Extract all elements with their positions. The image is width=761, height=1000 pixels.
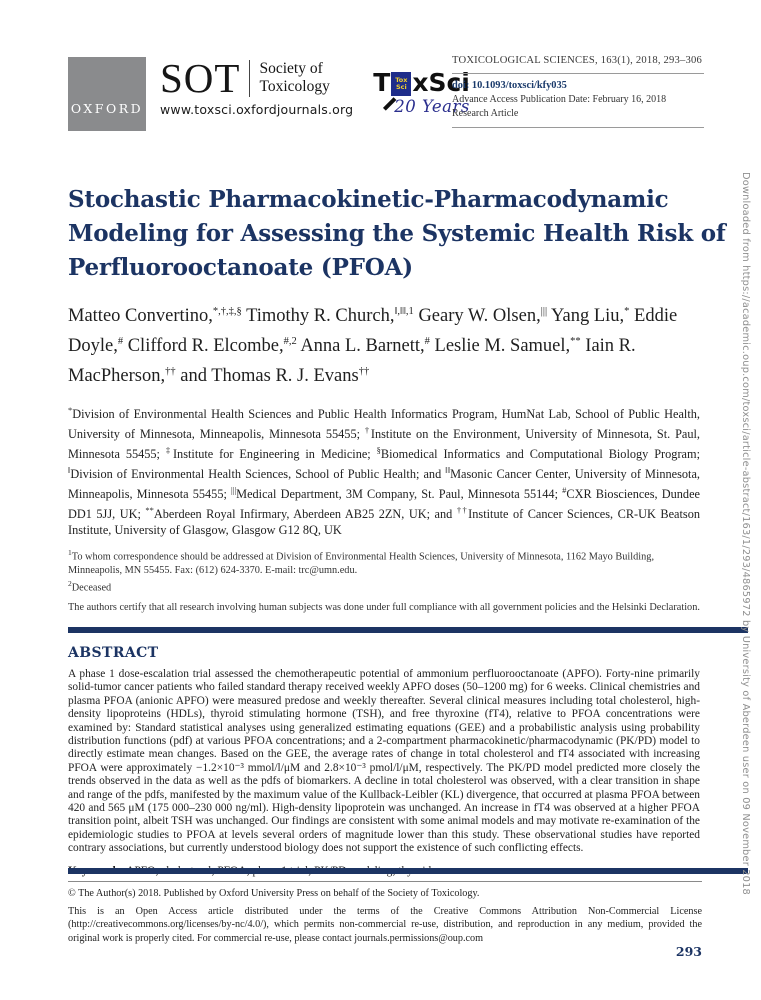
doi-line: doi: 10.1093/toxsci/kfy035 [452,80,567,91]
journal-citation-line: TOXICOLOGICAL SCIENCES, 163(1), 2018, 293–306 [452,55,703,66]
affiliation-text: Biomedical Informatics and Computational Biology Program; [380,446,700,461]
author-affiliation-marks: * [624,306,630,317]
footnote-text: To whom correspondence should be addressed at Division of Environmental Health Sciences, University of Minnesota, 1162 Mayo Building, Minneapolis, MN 55455. Fax: (612) 624-3370. E-mail: trc@umn.edu. [68,551,655,576]
author [180,366,369,386]
section-divider-bar-top [68,627,748,633]
author [128,336,297,356]
license-text: This is an Open Access article distributed under the terms of the Creative Commons Attribution Non-Commercial License (http://creativecommons.org/licenses/by-nc/4.0/), which permits non-commercial re-use, distribution, and reproduction in any medium, provided the original work is properly cited. For commercial re-use, please contact journals.permissions@oup.com [68,906,702,944]
author [300,336,430,356]
author-affiliation-marks: # [117,336,124,348]
footnote-mark: 2 [68,579,72,589]
author-name: and Thomas R. J. Evans [180,366,359,387]
oxford-logo [68,57,146,131]
author-name: Geary W. Olsen, [418,306,541,327]
copyright-line: © The Author(s) 2018. Published by Oxford University Press on behalf of the Society of Toxicology. [68,888,480,899]
toxsci-magnifier-icon [391,72,411,96]
affiliations [68,401,700,538]
publisher-logos [68,57,470,131]
author-name: Yang Liu, [551,306,625,327]
author [418,306,547,326]
citation-block [452,55,704,134]
affiliation-text: Institute of Cancer Sciences, CR-UK Beatson Institute, University of Glasgow, Glasgow G12 8Q, UK [68,507,701,538]
toxsci-box-line2: Sci [395,83,407,91]
sot-logo [160,57,353,117]
journal-url: www.toxsci.oxfordjournals.org [160,102,354,117]
affiliation-mark: ‖ [68,464,71,475]
affiliation-mark: § [376,444,381,455]
footnote [68,546,700,577]
affiliation-text: Institute on the Environment, University of Minnesota, St. Paul, Minnesota 55455; [68,426,701,461]
author [551,306,629,326]
affiliation-text: Medical Department, 3M Company, St. Paul, Minnesota 55144; [236,486,563,501]
compliance-note: The authors certify that all research involving human subjects was done under full compliance with all government policies and the Helsinki Declaration. [68,602,700,614]
page-number: 293 [675,944,702,959]
affiliation-mark: †† [456,504,469,515]
author-affiliation-marks: #,2 [283,336,297,348]
citation-top-rule [452,73,704,74]
article-title: Stochastic Pharmacokinetic-Pharmacodynamic Modeling for Assessing the Systemic Health Risk of Perfluorooctanoate (PFOA) [68,186,726,281]
sot-society-line1: Society of [259,60,323,77]
author-affiliation-marks: *,†,‡,§ [212,306,242,317]
article-type-label: Research Article [452,107,519,119]
affiliation-text: CXR Biosciences, Dundee DD1 5JJ, UK; [68,486,700,522]
abstract-heading: ABSTRACT [68,644,159,661]
sot-society-line2: Toxicology [259,78,330,95]
toxsci-20-years-label: 20 Years [394,97,470,116]
sot-divider [249,60,250,97]
sot-society-name [259,57,329,96]
author-name: Clifford R. Elcombe, [127,336,284,357]
footnote [68,577,700,595]
affiliation-mark: ** [145,504,154,515]
author-name: Leslie M. Samuel, [434,336,571,357]
affiliation-text: Institute for Engineering in Medicine; [172,446,377,461]
affiliation-mark: ‡ [165,444,173,455]
author [68,306,242,326]
affiliation [145,504,457,522]
abstract-body: A phase 1 dose-escalation trial assessed the chemotherapeutic potential of ammonium perfluorooctanoate (APFO). Forty-nine primarily solid-tumor cancer patients who failed standard therapy received weekly APFO doses (50–1200 mg) for 6 weeks. Clinical chemistries and plasma PFOA (anionic APFO) were measured predose and weekly thereafter. Several clinical measures including total cholesterol, high-density lipoproteins (HDLs), thyroid stimulating hormone (TSH), and free thyroxine (fT4), relative to PFOA concentrations were examined by: Standard statistical analyses using generalized estimating equations (GEE) and a probabilistic analysis using probability distribution functions (pdf) at various PFOA concentrations; and a 2-compartment pharmacokinetic/pharmacodynamic (PK/PD) model to directly estimate mean changes. Based on the GEE, the average rates of change in total cholesterol and fT4 associated with increasing PFOA were approximately −1.2×10⁻³ mmol/l/μM and 2.8×10⁻³ pmol/l/μM, respectively. The PK/PD model predicted more closely the trends observed in the data as well as the pdfs of biomarkers. A decline in total cholesterol was observed, with a clear transition in shape and range of the pdfs, manifested by the maximum value of the Kullback-Leibler (KL) divergence, that occurred at plasma PFOA between 420 and 565 μM (175 000–230 000 ng/ml). High-density lipoprotein was unchanged. An increase in fT4 was observed at a higher PFOA transition point, albeit TSH was unchanged. Our findings are consistent with some animal models and may motivate re-examination of the epidemiologic studies to PFOA at levels several orders of magnitude lower than this study. These observational studies have reported contrary associations, but currently understood biology does not support the existence of such conflicting effects. [68,667,700,855]
page-footer [68,868,702,945]
footnotes [68,546,700,595]
author [246,306,414,326]
author-affiliation-marks: †† [358,366,370,378]
author-affiliation-marks: ||| [540,306,548,317]
author [435,336,581,356]
footnote-text: Deceased [71,582,112,594]
affiliation-mark: ||| [231,484,237,495]
affiliation [376,444,700,461]
toxsci-box-line1: Tox [395,76,408,84]
author-list [68,299,716,389]
affiliation [231,484,563,501]
sot-logo-row [160,57,353,99]
author-affiliation-marks: ‖,‖‖,1 [394,306,414,317]
affiliation-text: Aberdeen Royal Infirmary, Aberdeen AB25 2ZN, UK; and [153,507,457,522]
affiliation [165,444,377,461]
author-name: Matteo Convertino, [68,306,213,327]
author-name: Iain R. MacPherson, [68,336,636,387]
author-name: Timothy R. Church, [246,306,395,327]
affiliation-text: Division of Environmental Health Sciences and Public Health Informatics Program, HumNat Lab, School of Public Health, University of Minnesota, Minneapolis, Minnesota 55455; [68,406,700,441]
oxford-logo-label: OXFORD [70,101,144,116]
download-provenance-note: Downloaded from https://academic.oup.com/toxsci/article-abstract/163/1/293/4865972 by University of Aberdeen user on 09 November 2018 [740,172,751,895]
toxsci-letters-xsci: xSci [412,68,470,97]
footnote-mark: 1 [68,548,72,558]
citation-bottom-rule [452,127,704,128]
author-affiliation-marks: ** [570,336,581,348]
affiliation-text: Division of Environmental Health Sciences, School of Public Health; and [70,466,446,481]
affiliation-mark: * [68,404,73,415]
article-content [68,183,726,878]
sot-acronym: SOT [160,55,241,101]
toxsci-letter-t: T [373,68,391,97]
affiliation-mark: ‖‖ [445,464,451,475]
author-affiliation-marks: †† [165,366,176,378]
affiliation [68,464,446,481]
affiliation-text: Masonic Cancer Center, University of Minnesota, Minneapolis, Minnesota 55455; [68,466,701,501]
author-name: Anna L. Barnett, [300,336,425,357]
author-name: Eddie Doyle, [68,306,678,357]
author-affiliation-marks: # [424,336,430,348]
affiliation-mark: † [364,424,371,435]
advance-access-line: Advance Access Publication Date: February 16, 2018 [452,94,667,105]
section-divider-bar-bottom [68,868,748,874]
affiliation-mark: # [562,484,567,495]
